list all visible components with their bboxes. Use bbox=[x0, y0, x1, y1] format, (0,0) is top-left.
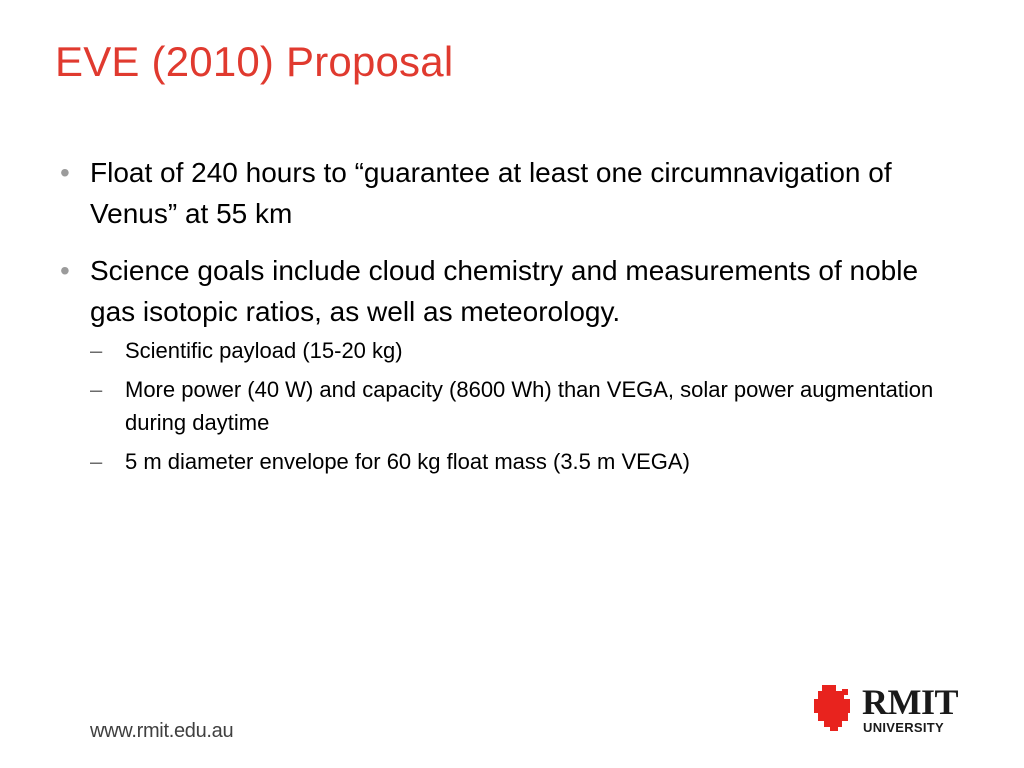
slide-title: EVE (2010) Proposal bbox=[55, 38, 454, 85]
sub-bullet-text: 5 m diameter envelope for 60 kg float mass (3.5 m VEGA) bbox=[125, 449, 690, 474]
sub-bullet-text: Scientific payload (15-20 kg) bbox=[125, 338, 403, 363]
logo-wordmark: RMIT bbox=[862, 682, 958, 722]
sub-bullet-list bbox=[90, 334, 960, 478]
bullet-text: Science goals include cloud chemistry and measurements of noble gas isotopic ratios, as well as meteorology. bbox=[90, 255, 919, 327]
bullet-item-2 bbox=[60, 250, 960, 478]
sub-bullet-item bbox=[90, 334, 960, 367]
red-pixel-shape-icon bbox=[812, 685, 852, 733]
bullet-list bbox=[60, 152, 960, 494]
rmit-logo bbox=[812, 683, 962, 739]
bullet-marker: • bbox=[60, 157, 70, 188]
sub-bullet-marker: – bbox=[90, 449, 103, 474]
bullet-item-1 bbox=[60, 152, 960, 234]
footer-url: www.rmit.edu.au bbox=[90, 720, 234, 742]
sub-bullet-marker: – bbox=[90, 377, 103, 402]
logo-subtitle: UNIVERSITY bbox=[863, 720, 945, 735]
sub-bullet-item bbox=[90, 445, 960, 478]
bullet-text: Float of 240 hours to “guarantee at least one circumnavigation of Venus” at 55 km bbox=[90, 157, 892, 229]
sub-bullet-text: More power (40 W) and capacity (8600 Wh) than VEGA, solar power augmentation during daytime bbox=[125, 377, 934, 435]
bullet-marker: • bbox=[60, 255, 70, 286]
sub-bullet-item bbox=[90, 373, 960, 439]
sub-bullet-marker: – bbox=[90, 338, 103, 363]
